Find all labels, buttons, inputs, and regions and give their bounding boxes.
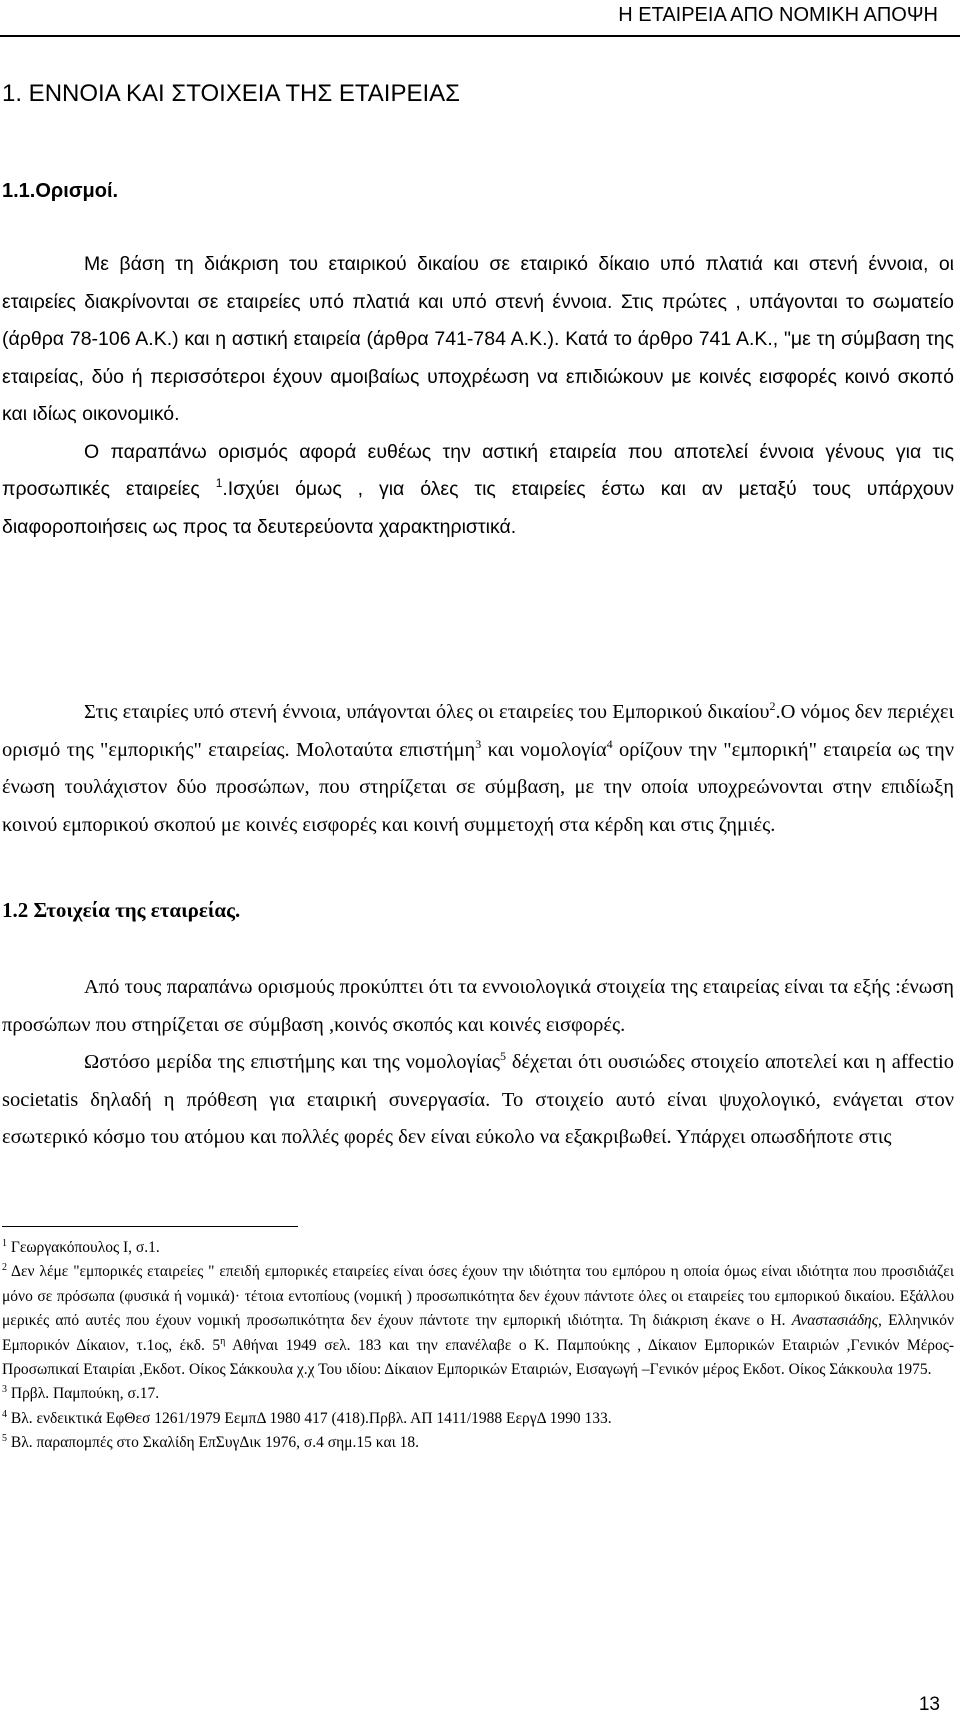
page-number: 13 — [918, 1694, 940, 1715]
paragraph-text: Ο παραπάνω ορισμός αφορά ευθέως την αστική εταιρεία που αποτελεί έννοια γένους για τις προσωπικές εταιρείες — [2, 440, 954, 500]
footnote-3 — [2, 1382, 954, 1406]
definitions-body-serif — [2, 694, 954, 844]
footnote-text: Βλ. ενδεικτικά ΕφΘεσ 1261/1979 ΕεμπΔ 1980 417 (418).Πρβλ. ΑΠ 1411/1988 ΕεργΔ 1990 133. — [7, 1409, 612, 1427]
paragraph — [2, 434, 954, 547]
section-heading-definitions: 1.1.Ορισμοί. — [2, 180, 119, 202]
footnote-ref: 1 — [215, 476, 223, 490]
footnote-number: 3 — [2, 1384, 7, 1396]
footnote-2 — [2, 1260, 954, 1382]
footnote-ref: 4 — [606, 736, 613, 751]
paragraph — [2, 1044, 954, 1157]
paragraph-text: .Ο νόμος δεν περιέχει ορισμό της "εμπορικής" εταιρείας. Μολοταύτα επιστήμη — [2, 701, 954, 761]
footnote-ref: 2 — [769, 699, 776, 713]
paragraph-text: και νομολογία — [481, 738, 607, 761]
footnotes — [2, 1236, 954, 1456]
section-heading-elements: 1.2 Στοιχεία της εταιρείας. — [2, 898, 241, 922]
footnote-ref: 3 — [475, 736, 482, 751]
footnote-text: , Ελληνικόν Εμπορικόν Δίκαιον, τ.1ος, έκδ. 5 — [2, 1312, 955, 1354]
footnote-ref: 5 — [500, 1049, 506, 1063]
running-header: Η ΕΤΑΙΡΕΙΑ ΑΠΟ ΝΟΜΙΚΗ ΑΠΟΨΗ — [618, 4, 938, 26]
footnote-number: 1 — [2, 1238, 7, 1249]
footnote-number: 4 — [2, 1408, 7, 1420]
footnote-edition-sup: η — [220, 1335, 226, 1347]
elements-body — [2, 969, 954, 1157]
paragraph-text: δέχεται ότι ουσιώδες στοιχείο αποτελεί και η affectio societatis δηλαδή η πρόθεση για εταιρική συνεργασία. Το στοιχείο αυτό είναι ψυχολογικό, ενάγεται στον εσωτερικό κόσμο του ατόμου και πολλές φορές δεν είναι εύκολο να εξακριβωθεί. Υπάρχει οπωσδήποτε στις — [2, 1051, 954, 1148]
footnote-text: Πρβλ. Παμπούκη, σ.17. — [7, 1385, 160, 1403]
header-rule — [0, 35, 960, 37]
footnote-number: 2 — [2, 1262, 7, 1274]
footnote-5 — [2, 1431, 954, 1455]
paragraph-text: .Ισχύει όμως , για όλες τις εταιρείες έστω και αν μεταξύ τους υπάρχουν διαφοροποιήσεις ως προς τα δευτερεύοντα χαρακτηριστικά. — [2, 478, 954, 538]
paragraph: Από τους παραπάνω ορισμούς προκύπτει ότι τα εννοιολογικά στοιχεία της εταιρείας είναι τα εξής :ένωση προσώπων που στηρίζεται σε σύμβαση ,κοινός σκοπός και κοινές εισφορές. — [2, 976, 954, 1036]
footnote-text: Αθήναι 1949 σελ. 183 και την επανέλαβε ο Κ. Παμπούκης , Δίκαιον Εμπορικών Εταιριών ,Γενικόν Μέρος-Προσωπικαί Εταιρίαι ,Εκδοτ. Οίκος Σάκκουλα χ.χ Του ιδίου: Δίκαιον Εμπορικών Εταιριών, Εισαγωγή –Γενικόν μέρος Εκδοτ. Οίκος Σάκκουλα 1975. — [2, 1336, 954, 1379]
paragraph-text: ορίζουν την "εμπορική" εταιρεία ως την ένωση τουλάχιστον δύο προσώπων, που στηρίζεται σε σύμβαση, με την οποία υποχρεώνονται στην επιδίωξη κοινού εμπορικού σκοπού με κοινές εισφορές και κοινή συμμετοχή στα κέρδη και στις ζημιές. — [2, 738, 955, 836]
chapter-heading: 1. ΕΝΝΟΙΑ ΚΑΙ ΣΤΟΙΧΕΙΑ ΤΗΣ ΕΤΑΙΡΕΙΑΣ — [2, 80, 460, 107]
footnote-separator — [2, 1226, 298, 1227]
paragraph-text: Ωστόσο μερίδα της επιστήμης και της νομολογίας — [84, 1051, 500, 1073]
footnote-4 — [2, 1407, 954, 1431]
footnote-text: Βλ. παραπομπές στο Σκαλίδη ΕπΣυγΔικ 1976, σ.4 σημ.15 και 18. — [7, 1434, 420, 1452]
definitions-body — [2, 246, 954, 546]
footnote-text: Γεωργακόπουλος Ι, σ.1. — [7, 1239, 160, 1256]
paragraph-text: Στις εταιρίες υπό στενή έννοια, υπάγονται όλες οι εταιρείες του Εμπορικού δικαίου — [84, 701, 770, 723]
footnote-number: 5 — [2, 1433, 7, 1445]
footnote-text: Δεν λέμε "εμπορικές εταιρείες " επειδή εμπορικές εταιρείες είναι όσες έχουν την ιδιότητα του εμπόρου η οποία όμως είναι ιδιότητα που προσιδιάζει μόνο σε πρόσωπα (φυσικά ή νομικά)· τέτοια εντοπίους (νομική ) προσωπικότητα δεν έχουν πάντοτε όλες οι εταιρείες του εμπορικού δικαίου. Εξάλλου μερικές από αυτές που έχουν νομική προσωπικότητα δεν έχουν πάντοτε την εμπορική ιδιότητα. Τη διάκριση έκανε ο Η. — [2, 1263, 954, 1330]
footnote-1 — [2, 1236, 954, 1260]
paragraph — [2, 694, 954, 844]
footnote-author: Αναστασιάδης — [791, 1312, 879, 1330]
paragraph: Με βάση τη διάκριση του εταιρικού δικαίου σε εταιρικό δίκαιο υπό πλατιά και στενή έννοια, οι εταιρείες διακρίνονται σε εταιρείες υπό πλατιά και υπό στενή έννοια. Στις πρώτες , υπάγονται το σωματείο (άρθρα 78-106 Α.Κ.) και η αστική εταιρεία (άρθρα 741-784 Α.Κ.). Κατά το άρθρο 741 Α.Κ., "με τη σύμβαση της εταιρείας, δύο ή περισσότεροι έχουν αμοιβαίως υποχρέωση να επιδιώκουν με κοινές εισφορές κοινό σκοπό και ιδίως οικονομικό. — [2, 253, 954, 425]
